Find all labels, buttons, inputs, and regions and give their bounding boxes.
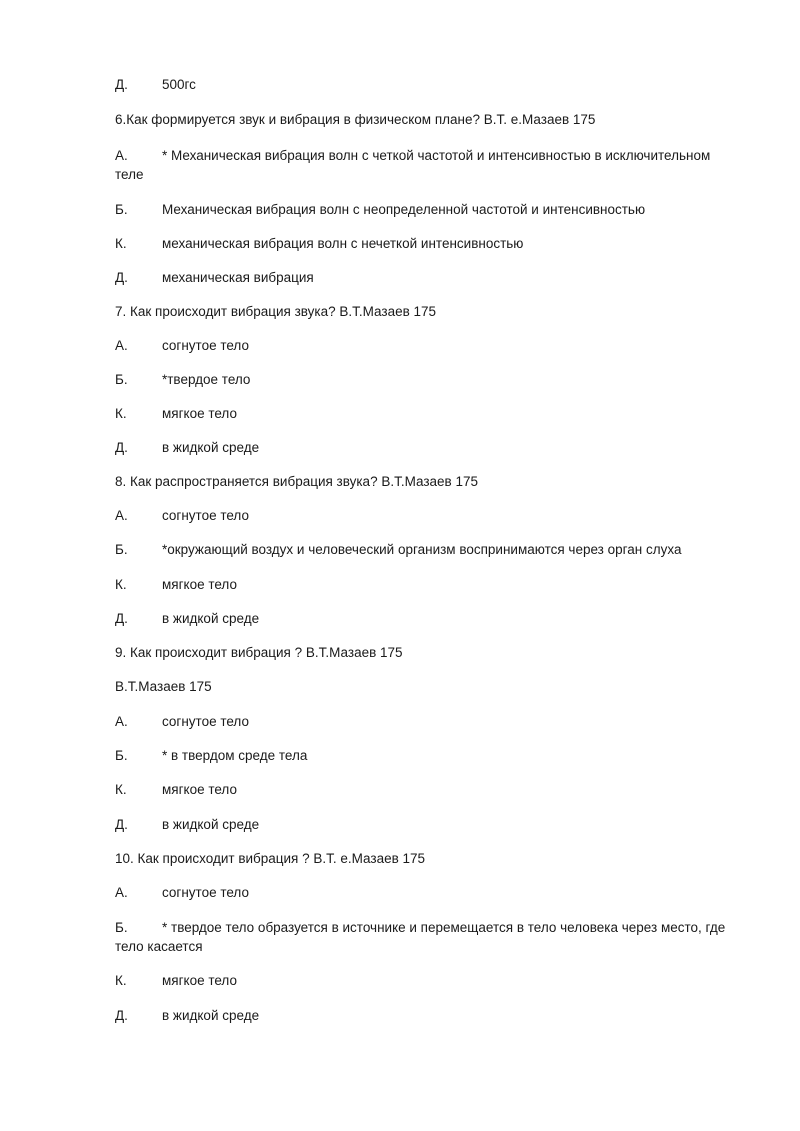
answer-option — [115, 404, 728, 423]
question-text: 8. Как распространяется вибрация звука? В.Т.Мазаев 175 — [115, 474, 478, 489]
option-letter: А. — [115, 885, 128, 900]
option-letter: А. — [115, 714, 128, 729]
option-text: согнутое тело — [162, 885, 249, 900]
option-letter: Д. — [115, 1008, 128, 1023]
answer-option — [115, 75, 728, 94]
option-text: мягкое тело — [162, 406, 237, 421]
answer-option — [115, 918, 728, 956]
option-letter: К. — [115, 577, 127, 592]
answer-option — [115, 200, 728, 219]
option-letter: Д. — [115, 270, 128, 285]
option-letter: А. — [115, 508, 128, 523]
question-text: 9. Как происходит вибрация ? В.Т.Мазаев 175 — [115, 645, 403, 660]
answer-option — [115, 780, 728, 799]
option-text: в жидкой среде — [162, 817, 260, 832]
answer-option — [115, 370, 728, 389]
answer-option — [115, 438, 728, 457]
option-text: * в твердом среде тела — [162, 748, 308, 763]
option-text: Механическая вибрация волн с неопределенной частотой и интенсивностью — [162, 202, 646, 217]
option-letter: Б. — [115, 748, 128, 763]
option-text: *окружающий воздух и человеческий организм воспринимаются через орган слуха — [162, 542, 682, 557]
option-text: механическая вибрация волн с нечеткой интенсивностью — [162, 236, 524, 251]
question-text: В.Т.Мазаев 175 — [115, 679, 212, 694]
option-text: в жидкой среде — [162, 440, 260, 455]
option-text: согнутое тело — [162, 508, 249, 523]
option-letter: Б. — [115, 372, 128, 387]
option-letter: К. — [115, 973, 127, 988]
answer-option — [115, 971, 728, 990]
option-text: механическая вибрация — [162, 270, 314, 285]
question-text: 7. Как происходит вибрация звука? В.Т.Мазаев 175 — [115, 304, 437, 319]
option-text: согнутое тело — [162, 338, 249, 353]
option-letter: Б. — [115, 920, 128, 935]
answer-option — [115, 1006, 728, 1025]
option-letter: Д. — [115, 440, 128, 455]
answer-option — [115, 575, 728, 594]
question-text: 10. Как происходит вибрация ? В.Т. е.Мазаев 175 — [115, 851, 426, 866]
option-text: мягкое тело — [162, 973, 237, 988]
answer-option — [115, 609, 728, 628]
answer-option — [115, 234, 728, 253]
answer-option — [115, 146, 728, 184]
option-letter: Д. — [115, 611, 128, 626]
option-letter: Б. — [115, 202, 128, 217]
option-text: в жидкой среде — [162, 1008, 260, 1023]
option-text: *твердое тело — [162, 372, 251, 387]
option-letter: Б. — [115, 542, 128, 557]
answer-option — [115, 883, 728, 902]
option-letter: К. — [115, 236, 127, 251]
answer-option — [115, 336, 728, 355]
option-letter: К. — [115, 406, 127, 421]
option-letter: Д. — [115, 77, 128, 92]
answer-option — [115, 268, 728, 287]
option-text: в жидкой среде — [162, 611, 260, 626]
option-text: * Механическая вибрация волн с четкой частотой и интенсивностью в исключительном теле — [115, 148, 711, 182]
option-letter: А. — [115, 148, 128, 163]
question-text: 6.Как формируется звук и вибрация в физическом плане? В.Т. е.Мазаев 175 — [115, 112, 596, 127]
option-text: мягкое тело — [162, 577, 237, 592]
option-text: согнутое тело — [162, 714, 249, 729]
option-letter: А. — [115, 338, 128, 353]
answer-option — [115, 540, 728, 559]
option-letter: Д. — [115, 817, 128, 832]
answer-option — [115, 746, 728, 765]
option-text: 500гс — [162, 77, 196, 92]
answer-option — [115, 712, 728, 731]
answer-option — [115, 506, 728, 525]
option-text: * твердое тело образуется в источнике и перемещается в тело человека через место, где тело касается — [115, 920, 726, 954]
option-letter: К. — [115, 782, 127, 797]
option-text: мягкое тело — [162, 782, 237, 797]
answer-option — [115, 815, 728, 834]
